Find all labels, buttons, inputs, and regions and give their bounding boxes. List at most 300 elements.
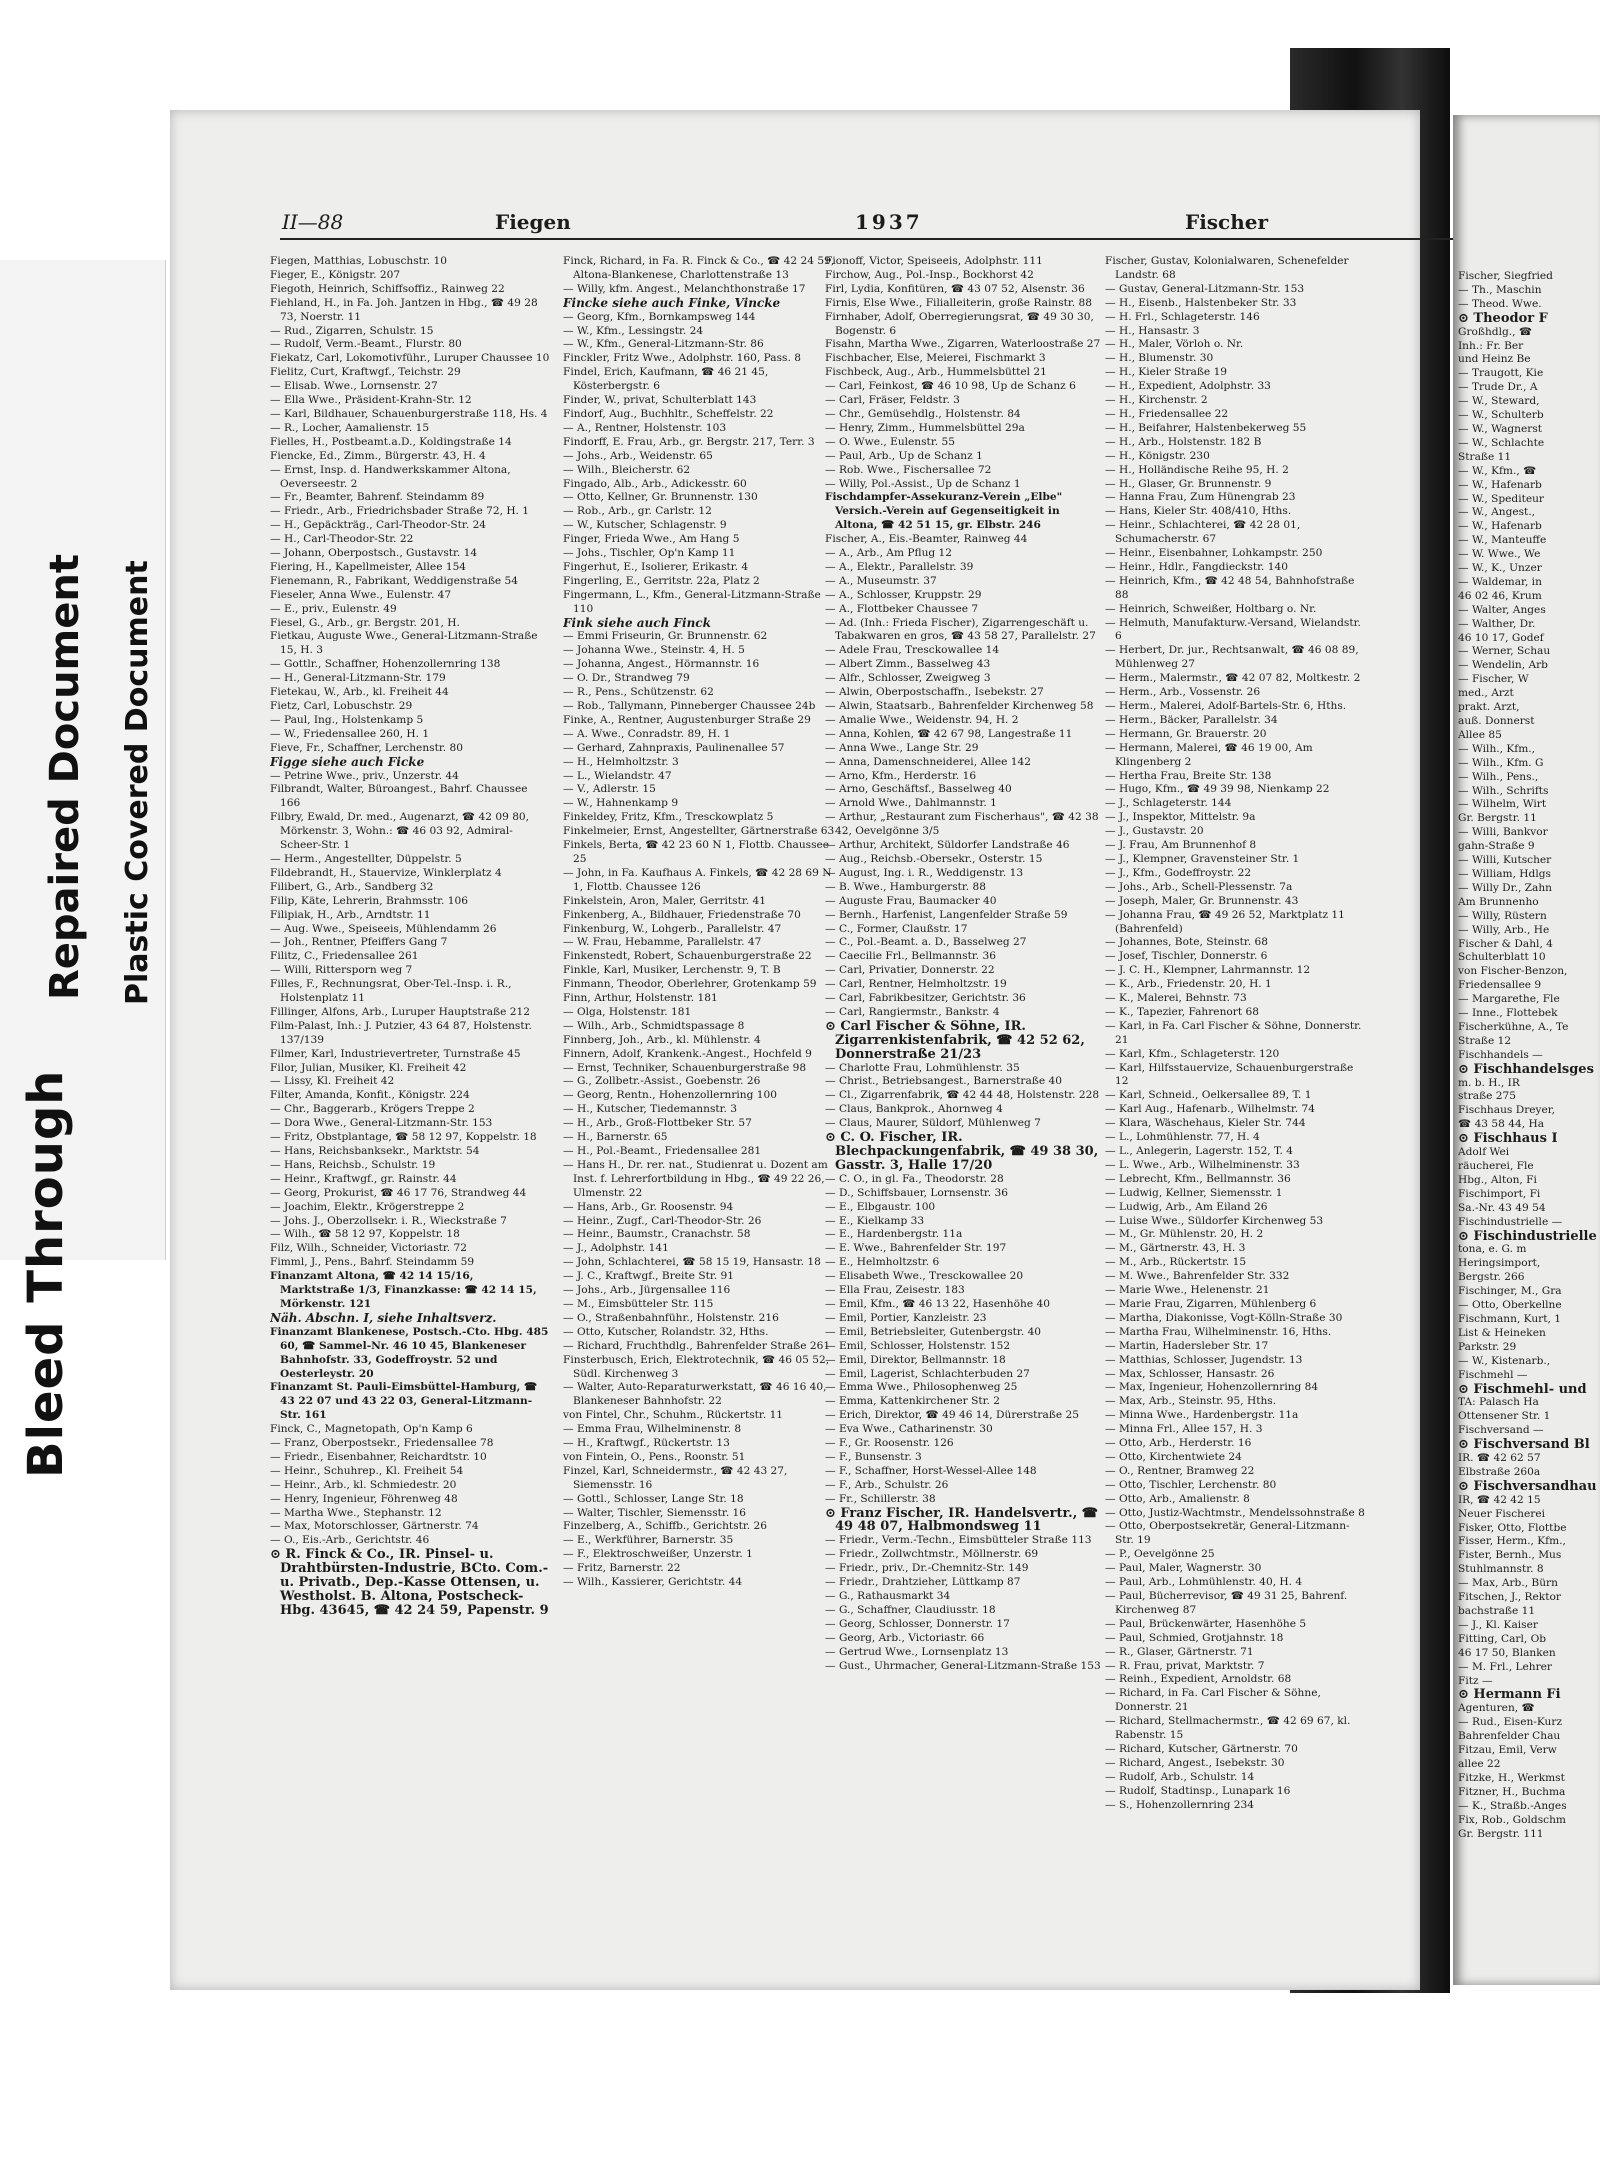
directory-entry: — L., Lohmühlenstr. 77, H. 4	[1105, 1131, 1260, 1144]
header-keyword-right: Fischer	[1185, 210, 1269, 234]
facing-page-entry: — W., K., Unzer	[1458, 562, 1542, 575]
scanner-top-margin	[0, 0, 1600, 50]
facing-page-entry: Fischversand —	[1458, 1424, 1544, 1437]
directory-entry: — H., Holländische Reihe 95, H. 2	[1105, 463, 1289, 476]
facing-page-entry: — W., Hafenarb	[1458, 478, 1542, 491]
directory-entry: — Emma, Kattenkirchener Str. 2	[825, 1395, 1000, 1408]
directory-entry: — Hans, Reichsb., Schulstr. 19	[270, 1158, 436, 1171]
facing-page-entry: — Waldemar, in	[1458, 575, 1542, 588]
directory-entry: — Anna Wwe., Lange Str. 29	[825, 741, 979, 754]
directory-entry: — Arnold Wwe., Dahlmannstr. 1	[825, 797, 997, 810]
facing-page-entry: — Wilh., Schrifts	[1458, 784, 1549, 797]
facing-page-entry: Fischhaus Dreyer,	[1458, 1104, 1556, 1117]
directory-entry: — Paul, Maler, Wagnerstr. 30	[1105, 1562, 1262, 1575]
directory-entry: — F., Gr. Roosenstr. 126	[825, 1437, 954, 1450]
directory-entry: Finmann, Theodor, Oberlehrer, Grotenkamp 59	[563, 978, 817, 991]
directory-entry: — Karl, Kfm., Schlageterstr. 120	[1105, 1047, 1280, 1060]
directory-entry: — C., Pol.-Beamt. a. D., Basselweg 27	[825, 936, 1027, 949]
facing-page-entry: — W., Wagnerst	[1458, 422, 1543, 435]
directory-entry: — Aug. Wwe., Speiseeis, Mühlendamm 26	[270, 922, 497, 935]
directory-entry: — Ella Frau, Zeisestr. 183	[825, 1284, 965, 1297]
facing-page-entry: Ottensener Str. 1	[1458, 1410, 1551, 1423]
directory-entry: — Gertrud Wwe., Lornsenplatz 13	[825, 1645, 1009, 1658]
facing-page-entry: — Wilh., Kfm.,	[1458, 742, 1535, 755]
directory-entry: — Anna, Kohlen, ☎ 42 67 98, Langestraße 11	[825, 727, 1073, 740]
directory-entry: — Hertha Frau, Breite Str. 138	[1105, 769, 1272, 782]
directory-entry: — Richard, in Fa. Carl Fischer & Söhne, Donnerstr. 21	[1105, 1687, 1321, 1714]
directory-entry: — O., Straßenbahnführ., Holstenstr. 216	[563, 1311, 779, 1324]
directory-entry: — Hans, Kieler Str. 408/410, Hths.	[1105, 505, 1292, 518]
directory-entry: — Richard, Stellmachermstr., ☎ 42 69 67, kl. Rabenstr. 15	[1105, 1715, 1351, 1742]
facing-page-entry: — Rud., Eisen-Kurz	[1458, 1716, 1563, 1729]
directory-entry: Finkeldey, Fritz, Kfm., Tresckowplatz 5	[563, 811, 774, 824]
directory-entry: Finzelberg, A., Schiffb., Gerichtstr. 26	[563, 1520, 768, 1533]
directory-entry: — Klara, Wäschehaus, Kieler Str. 744	[1105, 1117, 1306, 1130]
facing-page-entry: bachstraße 11	[1458, 1605, 1536, 1617]
facing-page-entry: — Otto, Oberkellne	[1458, 1299, 1562, 1312]
facing-page-entry: Fischer & Dahl, 4	[1458, 937, 1553, 950]
facing-page-entry: Gr. Bergstr. 111	[1458, 1827, 1544, 1840]
directory-entry: — Herm., Malerei, Adolf-Bartels-Str. 6, Hths.	[1105, 700, 1347, 712]
facing-page-entry: Bergstr. 266	[1458, 1271, 1525, 1284]
directory-entry: — Anna, Damenschneiderei, Allee 142	[825, 755, 1031, 768]
facing-page-entry: — Max, Arb., Bürn	[1458, 1577, 1558, 1590]
directory-entry: — Max, Ingenieur, Hohenzollernring 84	[1105, 1381, 1319, 1394]
directory-entry: von Fintein, O., Pens., Roonstr. 51	[563, 1450, 746, 1463]
directory-entry: — Fritz, Barnerstr. 22	[563, 1562, 681, 1575]
facing-page-entry: — Wilh., Kfm. G	[1458, 756, 1544, 769]
directory-entry: Fischer, A., Eis.-Beamter, Rainweg 44	[825, 533, 1028, 546]
facing-page-entry: — Margarethe, Fle	[1458, 993, 1560, 1006]
directory-entry: — Dora Wwe., General-Litzmann-Str. 153	[270, 1117, 493, 1130]
directory-column-1	[270, 255, 550, 1618]
facing-page-entry: — Willy Dr., Zahn	[1458, 881, 1552, 894]
directory-entry: — Josef, Tischler, Donnerstr. 6	[1105, 950, 1268, 963]
directory-entry: — J. C. H., Klempner, Lahrmannstr. 12	[1105, 964, 1311, 977]
facing-page-entry: Fitzke, H., Werkmst	[1458, 1771, 1565, 1784]
directory-entry: — Henry, Ingenieur, Föhrenweg 48	[270, 1492, 458, 1505]
directory-entry: — Herm., Angestellter, Düppelstr. 5	[270, 852, 462, 865]
page-number: II—88	[282, 210, 344, 234]
directory-entry: — Fr., Schillerstr. 38	[825, 1492, 936, 1505]
document-condition-label-card	[0, 260, 166, 1478]
directory-entry: — H., Maler, Vörloh o. Nr.	[1105, 338, 1244, 351]
directory-entry: — Otto, Kirchentwiete 24	[1105, 1450, 1242, 1463]
directory-entry: — Helmuth, Manufakturw.-Versand, Wielandstr. 6	[1105, 616, 1361, 643]
directory-entry: — K., Tapezier, Fahrenort 68	[1105, 1005, 1259, 1018]
directory-entry: — J., Adolphstr. 141	[563, 1242, 669, 1255]
directory-entry: — Emil, Schlosser, Holstenstr. 152	[825, 1339, 1011, 1352]
directory-entry: — Herm., Arb., Vossenstr. 26	[1105, 686, 1261, 699]
facing-page-entry: — W., Spediteur	[1458, 492, 1544, 505]
directory-entry: — Ernst, Insp. d. Handwerkskammer Altona, Oeverseestr. 2	[270, 463, 511, 490]
facing-page-entry: Fitzau, Emil, Verw	[1458, 1744, 1557, 1757]
directory-entry: — F., Elektroschweißer, Unzerstr. 1	[563, 1548, 753, 1561]
directory-entry: — Rud., Zigarren, Schulstr. 15	[270, 324, 434, 337]
directory-entry: Film-Palast, Inh.: J. Putzier, 43 64 87, Holstenstr. 137/139	[270, 1019, 532, 1046]
facing-page-entry: Fischindustrielle —	[1458, 1215, 1563, 1228]
directory-entry: — Heinr., Schuhrep., Kl. Freiheit 54	[270, 1464, 464, 1477]
directory-entry: Finkenstedt, Robert, Schauenburgerstraße 22	[563, 950, 812, 963]
directory-entry: Finder, W., privat, Schulterblatt 143	[563, 394, 757, 407]
directory-entry: — Friedr., Arb., Friedrichsbader Straße 72, H. 1	[270, 505, 530, 518]
directory-entry: — Heinr., Kraftwgf., gr. Rainstr. 44	[270, 1172, 457, 1185]
facing-page-entry: Elbstraße 260a	[1458, 1465, 1541, 1478]
directory-entry: — Johs., Arb., Jürgensallee 116	[563, 1284, 731, 1297]
directory-entry: — Auguste Frau, Baumacker 40	[825, 894, 997, 907]
facing-page-entry: — Theod. Wwe.	[1458, 297, 1542, 310]
directory-entry: — H., Königstr. 230	[1105, 449, 1210, 462]
facing-page-entry: 46 17 50, Blanken	[1458, 1646, 1556, 1659]
facing-page-entry: Friedensallee 9	[1458, 979, 1542, 992]
directory-entry: ⊙ Franz Fischer, IR. Handelsvertr., ☎ 49 48 07, Halbmondsweg 11	[825, 1506, 1098, 1535]
directory-entry: — H., Arb., Holstenstr. 182 B	[1105, 435, 1262, 448]
directory-entry: — Willy, kfm. Angest., Melanchthonstraße 17	[563, 282, 806, 295]
directory-entry: — H., General-Litzmann-Str. 179	[270, 672, 446, 685]
directory-entry: von Fintel, Chr., Schuhm., Rückertstr. 11	[563, 1409, 784, 1422]
facing-page-entry: — W. Wwe., We	[1458, 548, 1541, 561]
directory-entry: — W., Kutscher, Schlagenstr. 9	[563, 519, 727, 532]
directory-entry: — H., Carl-Theodor-Str. 22	[270, 533, 414, 546]
directory-entry: — Joseph, Maler, Gr. Brunnenstr. 43	[1105, 894, 1299, 907]
directory-entry: — Max, Schlosser, Hansastr. 26	[1105, 1367, 1275, 1380]
directory-entry: Finkle, Karl, Musiker, Lerchenstr. 9, T. B	[563, 964, 781, 977]
directory-entry: — Johanna Wwe., Steinstr. 4, H. 5	[563, 644, 745, 657]
directory-entry: — Herbert, Dr. jur., Rechtsanwalt, ☎ 46 08 89, Mühlenweg 27	[1105, 644, 1359, 671]
facing-page-entry: — W., Angest.,	[1458, 506, 1536, 519]
directory-entry: Filbrandt, Walter, Büroangest., Bahrf. Chaussee 166	[270, 783, 528, 810]
directory-entry: Fischbacher, Else, Meierei, Fischmarkt 3	[825, 352, 1046, 365]
facing-page-entry: — Willy, Arb., He	[1458, 923, 1550, 936]
directory-entry: — Emil, Direktor, Bellmannstr. 18	[825, 1353, 1006, 1366]
directory-entry: — Rob. Wwe., Fischersallee 72	[825, 463, 992, 476]
facing-page-entry: straße 275	[1458, 1090, 1517, 1103]
facing-page-entry: prakt. Arzt,	[1458, 701, 1520, 714]
directory-entry: — John, Schlachterei, ☎ 58 15 19, Hansastr. 18	[563, 1256, 821, 1269]
directory-entry: — O. Wwe., Eulenstr. 55	[825, 435, 955, 448]
directory-entry: — H., Beifahrer, Halstenbekerweg 55	[1105, 421, 1307, 434]
directory-entry: Fischbeck, Aug., Arb., Hummelsbüttel 21	[825, 366, 1047, 379]
directory-entry: Finkenberg, A., Bildhauer, Friedenstraße 70	[563, 908, 801, 921]
directory-entry: — Lebrecht, Kfm., Bellmannstr. 36	[1105, 1172, 1291, 1185]
directory-entry: — Rudolf, Stadtinsp., Lunapark 16	[1105, 1784, 1291, 1797]
directory-entry: — J., Schlageterstr. 144	[1105, 797, 1232, 810]
directory-entry: — A. Wwe., Conradstr. 89, H. 1	[563, 727, 731, 740]
directory-entry: — P., Oevelgönne 25	[1105, 1548, 1215, 1561]
directory-entry: Firnis, Else Wwe., Filialleiterin, große Rainstr. 88	[825, 296, 1093, 309]
directory-entry: — Paul, Schmied, Grotjahnstr. 18	[1105, 1631, 1284, 1644]
directory-entry: — Hanna Frau, Zum Hünengrab 23	[1105, 491, 1296, 504]
directory-entry: — Wilh., Kassierer, Gerichtstr. 44	[563, 1576, 743, 1589]
directory-entry: — Martha Frau, Wilhelminenstr. 16, Hths.	[1105, 1325, 1332, 1338]
directory-entry: — Alwin, Oberpostschaffn., Isebekstr. 27	[825, 686, 1044, 699]
directory-entry: Fink siehe auch Finck	[563, 616, 711, 630]
directory-entry: — H., Glaser, Gr. Brunnenstr. 9	[1105, 477, 1272, 490]
directory-entry: — W., Kfm., General-Litzmann-Str. 86	[563, 338, 764, 351]
directory-entry: Fieve, Fr., Schaffner, Lerchenstr. 80	[270, 741, 463, 754]
directory-entry: — K., Arb., Friedenstr. 20, H. 1	[1105, 978, 1272, 991]
directory-entry: — H., Blumenstr. 30	[1105, 352, 1214, 365]
directory-entry: — H., Kirchenstr. 2	[1105, 394, 1208, 407]
directory-entry: — Marie Frau, Zigarren, Mühlenberg 6	[1105, 1297, 1317, 1310]
directory-entry: — Hermann, Malerei, ☎ 46 19 00, Am Klingenberg 2	[1105, 741, 1313, 768]
directory-entry: — Henry, Zimm., Hummelsbüttel 29a	[825, 421, 1025, 434]
directory-entry: — Heinrich, Kfm., ☎ 42 48 54, Bahnhofstraße 88	[1105, 574, 1355, 601]
directory-entry: — E., Helmholtzstr. 6	[825, 1256, 940, 1269]
directory-entry: — Johann, Oberpostsch., Gustavstr. 14	[270, 547, 478, 560]
directory-entry: — Carl, Rangiermstr., Bankstr. 4	[825, 1005, 1000, 1018]
directory-entry: — Paul, Brückenwärter, Hasenhöhe 5	[1105, 1617, 1307, 1630]
directory-entry: — A., Museumstr. 37	[825, 574, 937, 587]
directory-entry: Fietekau, W., Arb., kl. Freiheit 44	[270, 686, 449, 699]
facing-page-entry: Agenturen, ☎	[1458, 1702, 1535, 1715]
facing-page-entry: — Wendelin, Arb	[1458, 659, 1548, 672]
facing-page-entry: Hbg., Alton, Fi	[1458, 1173, 1537, 1186]
facing-page-entry: — J., Kl. Kaiser	[1458, 1618, 1538, 1631]
directory-entry: — Emma Frau, Wilhelminenstr. 8	[563, 1423, 742, 1436]
directory-entry: — Otto, Kutscher, Rolandstr. 32, Hths.	[563, 1325, 769, 1338]
directory-entry: — G., Rathausmarkt 34	[825, 1590, 951, 1602]
directory-entry: — Arthur, Architekt, Süldorfer Landstraße 46	[825, 839, 1070, 852]
directory-entry: Finkelstein, Aron, Maler, Gerritstr. 41	[563, 894, 766, 907]
directory-entry: Finke, A., Rentner, Augustenburger Straße 29	[563, 713, 811, 726]
facing-page-entry: Inh.: Fr. Ber	[1458, 339, 1524, 352]
directory-entry: — H., Pol.-Beamt., Friedensallee 281	[563, 1145, 762, 1157]
directory-entry: — C., Former, Claußstr. 17	[825, 922, 968, 935]
directory-entry: Fienemann, R., Fabrikant, Weddigenstraße 54	[270, 574, 519, 587]
directory-entry: — H., Kieler Straße 19	[1105, 366, 1228, 379]
facing-page-entry: Allee 85	[1458, 728, 1502, 741]
facing-page-entry: ⊙ Fischindustrielle	[1458, 1229, 1597, 1244]
facing-page-entry: ☎ 43 58 44, Ha	[1458, 1118, 1545, 1131]
directory-entry: Fiehland, H., in Fa. Joh. Jantzen in Hbg., ☎ 49 28 73, Noerstr. 11	[270, 296, 538, 323]
directory-entry: — Martin, Hadersleber Str. 17	[1105, 1339, 1269, 1352]
directory-entry: Findel, Erich, Kaufmann, ☎ 46 21 45, Kösterbergstr. 6	[563, 366, 769, 393]
directory-entry: — Emil, Betriebsleiter, Gutenbergstr. 40	[825, 1325, 1042, 1338]
directory-entry: — Ernst, Techniker, Schauenburgerstraße 98	[563, 1061, 807, 1074]
directory-entry: — Heinr., Arb., kl. Schmiedestr. 20	[270, 1478, 457, 1491]
directory-entry: — Karl, Hilfsstauervize, Schauenburgerstraße 12	[1105, 1061, 1354, 1088]
directory-entry: — Minna Wwe., Hardenbergstr. 11a	[1105, 1409, 1299, 1422]
facing-page-entry: — M. Frl., Lehrer	[1458, 1660, 1552, 1673]
facing-page-entry: 46 02 46, Krum	[1458, 589, 1542, 602]
directory-entry: — August, Ing. i. R., Weddigenstr. 13	[825, 866, 1024, 879]
directory-entry: Finckler, Fritz Wwe., Adolphstr. 160, Pass. 8	[563, 352, 801, 365]
facing-page-entry: Fischer, Siegfried	[1458, 270, 1553, 282]
directory-entry: — Hans, Arb., Gr. Roosenstr. 94	[563, 1200, 734, 1213]
directory-entry: — Paul, Bücherrevisor, ☎ 49 31 25, Bahrenf. Kirchenweg 87	[1105, 1590, 1348, 1616]
directory-entry: Filipiak, H., Arb., Arndtstr. 11	[270, 908, 431, 921]
directory-entry: — E., priv., Eulenstr. 49	[270, 602, 397, 615]
directory-entry: Filles, F., Rechnungsrat, Ober-Tel.-Insp. i. R., Holstenplatz 11	[270, 978, 512, 1005]
facing-page-entry: Fischhandels —	[1458, 1048, 1543, 1061]
facing-page-entry: — W., Kfm., ☎	[1458, 464, 1537, 477]
facing-page-entry: — K., Straßb.-Anges	[1458, 1799, 1567, 1812]
directory-column-4	[1105, 255, 1365, 1813]
directory-entry: — Heinr., Eisenbahner, Lohkampstr. 250	[1105, 547, 1323, 560]
facing-page-entry: — Walter, Anges	[1458, 603, 1546, 616]
directory-entry: — Johanna, Angest., Hörmannstr. 16	[563, 658, 760, 671]
facing-page-entry: ⊙ Theodor F	[1458, 311, 1548, 326]
directory-entry: — Heinr., Zugf., Carl-Theodor-Str. 26	[563, 1214, 762, 1227]
directory-entry: — Willy, Pol.-Assist., Up de Schanz 1	[825, 477, 1021, 490]
directory-entry: — G., Zollbetr.-Assist., Goebenstr. 26	[563, 1075, 761, 1088]
facing-page-entry: — W., Kistenarb.,	[1458, 1354, 1551, 1367]
directory-entry: — Gerhard, Zahnpraxis, Paulinenallee 57	[563, 741, 785, 754]
facing-page-entry: Fischmann, Kurt, 1	[1458, 1312, 1561, 1325]
directory-entry: — John, in Fa. Kaufhaus A. Finkels, ☎ 42 28 69 N 1, Flottb. Chaussee 126	[563, 866, 832, 893]
directory-entry: — Chr., Baggerarb., Krögers Treppe 2	[270, 1103, 475, 1116]
facing-page-entry: Fitz —	[1458, 1674, 1493, 1687]
directory-entry: — H., Expedient, Adolphstr. 33	[1105, 380, 1271, 393]
directory-entry: — A., Elektr., Parallelstr. 39	[825, 560, 974, 573]
facing-page-entry: ⊙ Fischhaus I	[1458, 1132, 1558, 1147]
directory-page	[170, 110, 1420, 1990]
directory-entry: — Carl, Rentner, Helmholtzstr. 19	[825, 978, 1007, 991]
directory-entry: — G., Schaffner, Claudiusstr. 18	[825, 1603, 996, 1616]
directory-entry: Filibert, G., Arb., Sandberg 32	[270, 880, 434, 893]
directory-entry: — Rudolf, Arb., Schulstr. 14	[1105, 1770, 1255, 1783]
facing-page-entry: Neuer Fischerei	[1458, 1507, 1545, 1520]
directory-entry: Fingerhut, E., Isolierer, Erikastr. 4	[563, 560, 749, 573]
directory-entry: — Otto, Oberpostsekretär, General-Litzmann-Str. 19	[1105, 1520, 1350, 1547]
directory-entry: — Adele Frau, Tresckowallee 14	[825, 644, 1000, 657]
directory-entry: Filor, Julian, Musiker, Kl. Freiheit 42	[270, 1061, 467, 1074]
directory-entry: — Max, Motorschlosser, Gärtnerstr. 74	[270, 1520, 479, 1533]
directory-entry: — W., Friedensallee 260, H. 1	[270, 727, 430, 740]
directory-entry: — Bernh., Harfenist, Langenfelder Straße 59	[825, 908, 1068, 921]
directory-entry: — Marie Wwe., Helenenstr. 21	[1105, 1284, 1270, 1297]
directory-entry: — Otto, Arb., Amalienstr. 8	[1105, 1492, 1250, 1505]
facing-page-entry: Fisser, Herm., Kfm.,	[1458, 1535, 1566, 1548]
directory-entry: — H., Friedensallee 22	[1105, 407, 1229, 420]
facing-page-entry: — Werner, Schau	[1458, 645, 1551, 658]
facing-page-entry: Fitzner, H., Buchma	[1458, 1785, 1566, 1798]
directory-entry: — Petrine Wwe., priv., Unzerstr. 44	[270, 769, 459, 782]
directory-entry: — H., Arb., Groß-Flottbeker Str. 57	[563, 1117, 752, 1130]
directory-entry: — Richard, Fruchthdlg., Bahrenfelder Straße 261	[563, 1339, 831, 1352]
directory-entry: — Carl, Fabrikbesitzer, Gerichtstr. 36	[825, 992, 1026, 1005]
directory-entry: — Ludwig, Kellner, Siemensstr. 1	[1105, 1186, 1283, 1199]
directory-entry: Fildebrandt, H., Stauervize, Winklerplatz 4	[270, 866, 502, 879]
directory-entry: — Friedr., Drahtzieher, Lüttkamp 87	[825, 1576, 1021, 1589]
directory-entry: Filip, Käte, Lehrerin, Brahmsstr. 106	[270, 894, 469, 907]
facing-page-entry: Fischimport, Fi	[1458, 1187, 1541, 1200]
directory-entry: — Wilh., Arb., Schmidtspassage 8	[563, 1019, 745, 1032]
directory-entry: — E. Wwe., Bahrenfelder Str. 197	[825, 1242, 1007, 1255]
directory-entry: — K., Malerei, Behnstr. 73	[1105, 992, 1247, 1005]
facing-page-entry: Fischinger, M., Gra	[1458, 1285, 1562, 1298]
directory-entry: — Rudolf, Verm.-Beamt., Flurstr. 80	[270, 338, 462, 351]
directory-entry: — Friedr., priv., Dr.-Chemnitz-Str. 149	[825, 1562, 1029, 1575]
directory-entry: — Claus, Maurer, Süldorf, Mühlenweg 7	[825, 1117, 1041, 1130]
directory-entry: — W., Kfm., Lessingstr. 24	[563, 324, 704, 337]
directory-entry: — Friedr., Verm.-Techn., Eimsbütteler Straße 113	[825, 1534, 1092, 1547]
directory-column-3	[825, 255, 1105, 1673]
directory-entry: Fiegoth, Heinrich, Schiffsoffiz., Rainweg 22	[270, 282, 505, 295]
plastic-covered-label: Plastic Covered Document	[120, 560, 155, 1005]
directory-entry: — Emmi Friseurin, Gr. Brunnenstr. 62	[563, 630, 768, 643]
directory-entry: — S., Hohenzollernring 234	[1105, 1798, 1255, 1811]
directory-entry: — Johs., Tischler, Op'n Kamp 11	[563, 547, 736, 560]
directory-entry: — M., Eimsbütteler Str. 115	[563, 1297, 714, 1310]
directory-entry: Filbry, Ewald, Dr. med., Augenarzt, ☎ 42 09 80, Mörkenstr. 3, Wohn.: ☎ 46 03 92, Admiral-Scheer-Str. 1	[270, 811, 530, 852]
directory-entry: — Carl, Privatier, Donnerstr. 22	[825, 964, 995, 977]
facing-page-entry: Gr. Bergstr. 11	[1458, 812, 1537, 825]
directory-entry: — Emil, Kfm., ☎ 46 13 22, Hasenhöhe 40	[825, 1297, 1050, 1310]
directory-entry: — Aug., Reichsb.-Obersekr., Osterstr. 15	[825, 852, 1043, 865]
directory-entry: Findorff, E. Frau, Arb., gr. Bergstr. 217, Terr. 3	[563, 435, 815, 448]
directory-entry: — Carl, Feinkost, ☎ 46 10 98, Up de Schanz 6	[825, 380, 1076, 393]
facing-page-entry: Fitting, Carl, Ob	[1458, 1632, 1547, 1645]
directory-entry: — Paul, Arb., Up de Schanz 1	[825, 449, 983, 462]
directory-entry: Finzel, Karl, Schneidermstr., ☎ 42 43 27, Siemensstr. 16	[563, 1464, 788, 1491]
directory-entry: — Hans H., Dr. rer. nat., Studienrat u. Dozent am Inst. f. Lehrerfortbildung in Hbg., ☎ 49 22 26, Ulmenstr. 22	[563, 1158, 828, 1199]
directory-entry: — Friedr., Zollwchtmstr., Möllnerstr. 69	[825, 1548, 1039, 1561]
directory-entry: Finanzamt St. Pauli-Eimsbüttel-Hamburg, ☎ 43 22 07 und 43 22 03, General-Litzmann-Str. 161	[270, 1381, 538, 1422]
directory-entry: Finkels, Berta, ☎ 42 23 60 N 1, Flottb. Chaussee 25	[563, 839, 830, 865]
directory-entry: Fischer, Gustav, Kolonialwaren, Schenefelder Landstr. 68	[1105, 255, 1349, 281]
directory-entry: Fincke siehe auch Finke, Vincke	[563, 296, 781, 310]
directory-entry: Fingerling, E., Gerritstr. 22a, Platz 2	[563, 574, 760, 587]
facing-page-entry: Fisker, Otto, Flottbe	[1458, 1521, 1567, 1534]
directory-entry: — Heinr., Baumstr., Cranachstr. 58	[563, 1228, 751, 1241]
directory-entry: — Heinrich, Schweißer, Holtbarg o. Nr.	[1105, 602, 1317, 615]
directory-entry: — Joh., Rentner, Pfeiffers Gang 7	[270, 936, 448, 949]
directory-entry: Fingado, Alb., Arb., Adickesstr. 60	[563, 477, 747, 490]
directory-entry: — H., Gepäckträg., Carl-Theodor-Str. 24	[270, 519, 487, 532]
directory-entry: — Arno, Geschäftsf., Basselweg 40	[825, 783, 1012, 796]
directory-entry: — Martha Wwe., Stephanstr. 12	[270, 1506, 442, 1519]
directory-entry: — Karl, in Fa. Carl Fischer & Söhne, Donnerstr. 21	[1105, 1019, 1362, 1046]
directory-entry: — Fritz, Obstplantage, ☎ 58 12 97, Koppelstr. 18	[270, 1131, 537, 1144]
directory-entry: — Ludwig, Arb., Am Eiland 26	[1105, 1200, 1268, 1213]
directory-entry: — H., Barnerstr. 65	[563, 1131, 668, 1144]
directory-entry: Filter, Amanda, Konfit., Königstr. 224	[270, 1089, 470, 1102]
facing-page-entry: ⊙ Fischversand Bl	[1458, 1438, 1590, 1453]
facing-page-entry: Schulterblatt 10	[1458, 951, 1546, 964]
directory-entry: — Martha, Diakonisse, Vogt-Kölln-Straße 30	[1105, 1311, 1343, 1324]
directory-entry: Fietz, Carl, Lobuschstr. 29	[270, 700, 413, 712]
directory-entry: — H., Kraftwgf., Rückertstr. 13	[563, 1437, 730, 1450]
directory-entry: — Georg, Arb., Victoriastr. 66	[825, 1631, 985, 1644]
directory-entry: — Gottlr., Schaffner, Hohenzollernring 138	[270, 658, 501, 671]
facing-page-entry: List & Heineken	[1458, 1326, 1546, 1339]
directory-entry: — Elisabeth Wwe., Tresckowallee 20	[825, 1270, 1024, 1283]
directory-entry: Finanzamt Blankenese, Postsch.-Cto. Hbg. 485 60, ☎ Sammel-Nr. 46 10 45, Blankeneser Bahnhofstr. 33, Godeffroystr. 52 und Oesterleystr. 20	[270, 1325, 549, 1380]
directory-entry: — Matthias, Schlosser, Jugendstr. 13	[1105, 1353, 1303, 1366]
facing-page-entry: med., Arzt	[1458, 687, 1514, 700]
facing-page-entry: — Willi, Kutscher	[1458, 854, 1552, 867]
directory-entry: — J. Frau, Am Brunnenhof 8	[1105, 839, 1257, 852]
directory-entry: — Otto, Tischler, Lerchenstr. 80	[1105, 1478, 1277, 1491]
facing-page-entry: Sa.-Nr. 43 49 54	[1458, 1201, 1546, 1214]
directory-entry: — Walter, Auto-Reparaturwerkstatt, ☎ 46 16 40, Blankeneser Bahnhofstr. 22	[563, 1381, 827, 1408]
directory-entry: — O. Dr., Strandweg 79	[563, 672, 690, 685]
directory-entry: — E., Werkführer, Barnerstr. 35	[563, 1534, 734, 1547]
directory-entry: — Rob., Arb., gr. Carlstr. 12	[563, 505, 712, 518]
directory-entry: — R., Locher, Aamalienstr. 15	[270, 421, 430, 434]
directory-entry: — C. O., in gl. Fa., Theodorstr. 28	[825, 1172, 1004, 1185]
directory-entry: Fillinger, Alfons, Arb., Luruper Hauptstraße 212	[270, 1005, 530, 1018]
directory-entry: — Johs. J., Oberzollsekr. i. R., Wieckstraße 7	[270, 1214, 507, 1227]
facing-page-entry: Fischerkühne, A., Te	[1458, 1020, 1569, 1033]
directory-entry: — Georg, Rentn., Hohenzollernring 100	[563, 1089, 777, 1102]
directory-entry: — H., Hansastr. 3	[1105, 324, 1200, 337]
directory-entry: — O., Rentner, Bramweg 22	[1105, 1464, 1255, 1477]
directory-entry: Firnhaber, Adolf, Oberregierungsrat, ☎ 49 30 30, Bogenstr. 6	[825, 310, 1094, 337]
header-year: 1937	[855, 210, 923, 234]
